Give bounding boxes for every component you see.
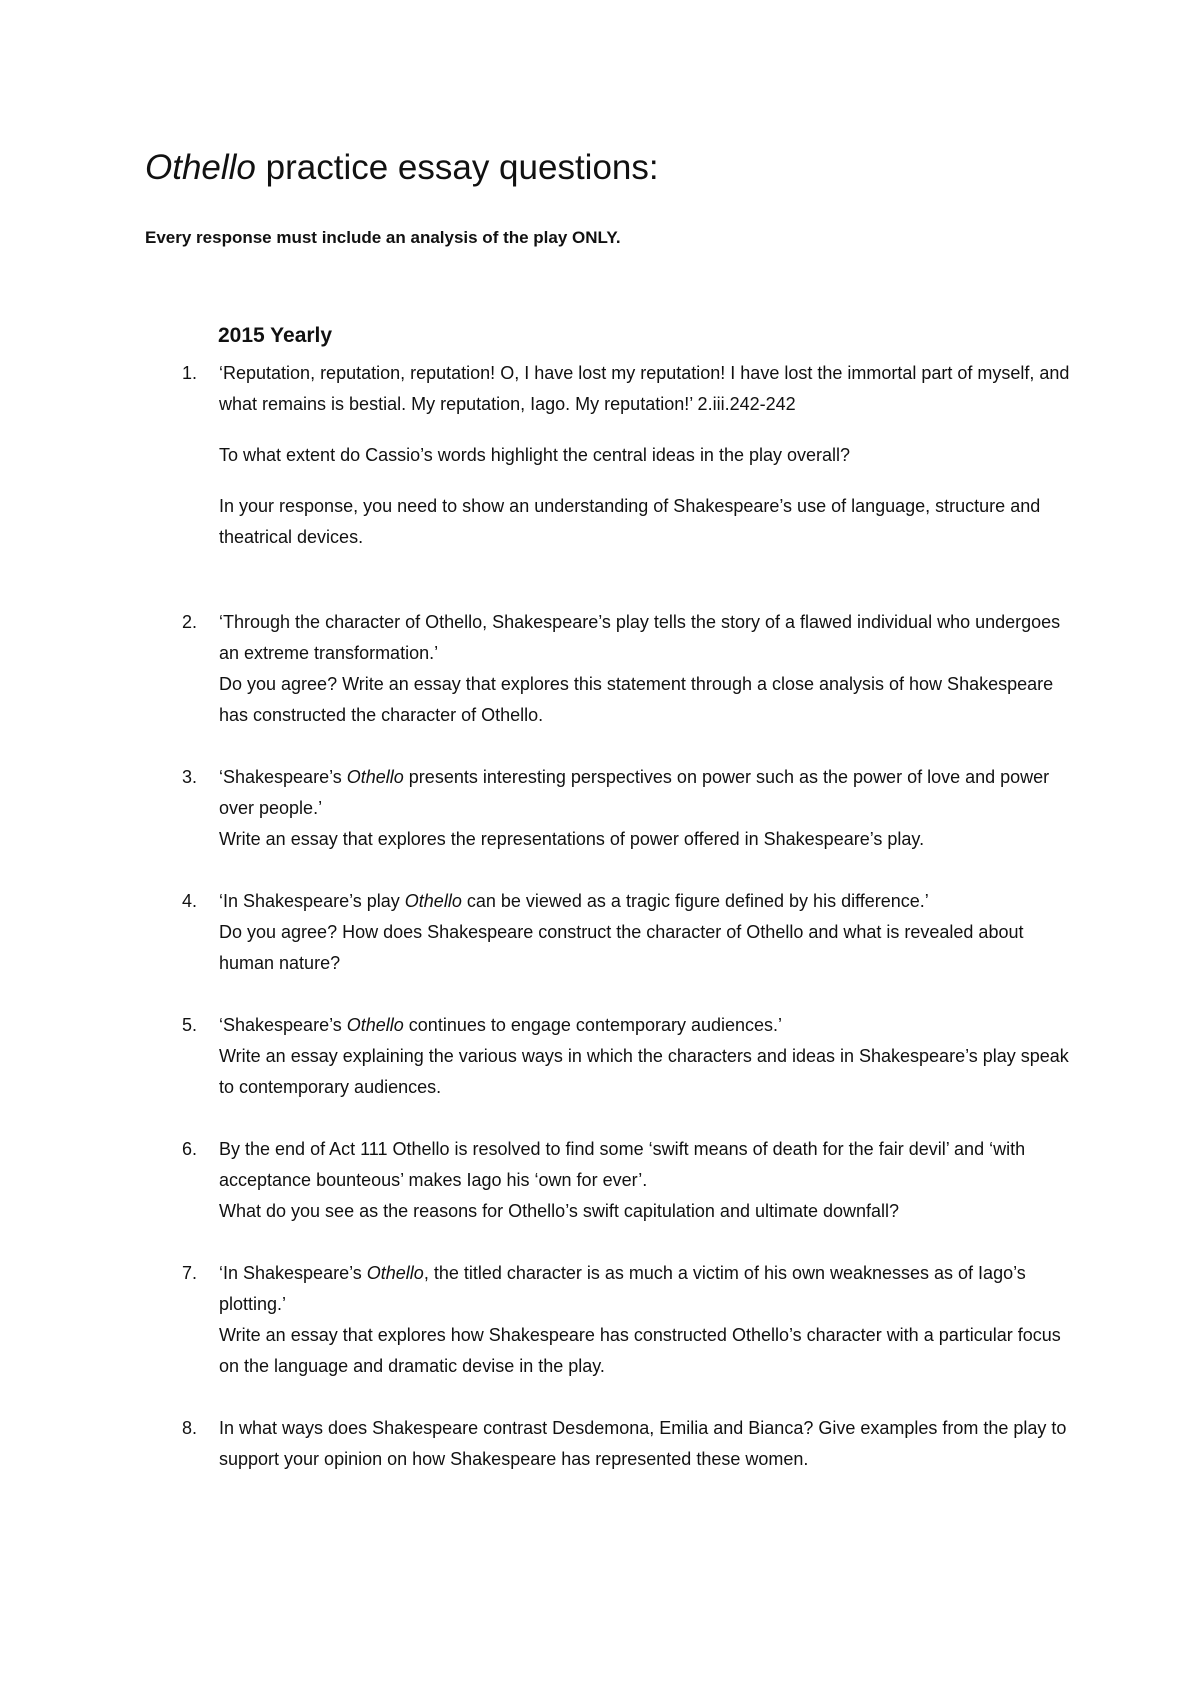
question-number: 4. [182,891,198,911]
question-number: 3. [182,767,198,787]
section-heading: 2015 Yearly [218,324,333,347]
question-number: 5. [182,1015,198,1035]
question-statement: ‘Through the character of Othello, Shakespeare’s play tells the story of a flawed individual who undergoes an extreme transformation.’ [219,612,1061,663]
title-text: practice essay questions: [255,148,659,187]
statement-part: , the titled character is as much a victim of his own weaknesses as of Iago’s plotting.’ [219,1263,1026,1314]
question-number: 1. [182,363,198,383]
question-number: 7. [182,1263,198,1283]
statement-part: continues to engage contemporary audiences.’ [403,1015,783,1035]
question-prompt: To what extent do Cassio’s words highlight the central ideas in the play overall? [219,445,851,465]
play-title: Othello [404,891,462,911]
question-number: 8. [182,1418,198,1438]
play-title: Othello [366,1263,424,1283]
title-play-name: Othello [145,148,256,187]
question-statement [219,1258,1079,1320]
statement-part: ‘Shakespeare’s [219,1015,347,1035]
question-statement: In what ways does Shakespeare contrast Desdemona, Emilia and Bianca? Give examples from the play to support your opinion on how Shakespeare has represented these women. [219,1418,1067,1469]
question-prompt: Write an essay that explores how Shakespeare has constructed Othello’s character with a particular focus on the language and dramatic devise in the play. [219,1325,1061,1376]
question-quote: ‘Reputation, reputation, reputation! O, I have lost my reputation! I have lost the immortal part of myself, and what remains is bestial. My reputation, Iago. My reputation!’ 2.iii.242-242 [219,363,1070,414]
question-prompt: Write an essay explaining the various ways in which the characters and ideas in Shakespeare’s play speak to contemporary audiences. [219,1046,1069,1097]
question-statement: By the end of Act 111 Othello is resolved to find some ‘swift means of death for the fair devil’ and ‘with acceptance bounteous’ makes Iago his ‘own for ever’. [219,1139,1026,1190]
statement-part: ‘Shakespeare’s [219,767,347,787]
question-prompt: What do you see as the reasons for Othello’s swift capitulation and ultimate downfall? [219,1201,900,1221]
statement-part: can be viewed as a tragic figure defined by his difference.’ [461,891,929,911]
question-statement [219,886,1079,917]
statement-part: ‘In Shakespeare’s [219,1263,367,1283]
question-statement [219,1010,1079,1041]
question-statement [219,762,1079,824]
question-prompt: Do you agree? How does Shakespeare construct the character of Othello and what is revealed about human nature? [219,922,1024,973]
instruction-note: Every response must include an analysis of the play ONLY. [145,228,621,247]
question-prompt: Write an essay that explores the representations of power offered in Shakespeare’s play. [219,829,925,849]
question-instruction: In your response, you need to show an understanding of Shakespeare’s use of language, structure and theatrical devices. [219,496,1041,547]
page-title [145,148,659,188]
play-title: Othello [346,767,404,787]
question-number: 6. [182,1139,198,1159]
question-number: 2. [182,612,198,632]
statement-part: ‘In Shakespeare’s play [219,891,405,911]
statement-part: presents interesting perspectives on power such as the power of love and power over people.’ [219,767,1050,818]
question-prompt: Do you agree? Write an essay that explores this statement through a close analysis of how Shakespeare has constructed the character of Othello. [219,674,1054,725]
play-title: Othello [346,1015,404,1035]
